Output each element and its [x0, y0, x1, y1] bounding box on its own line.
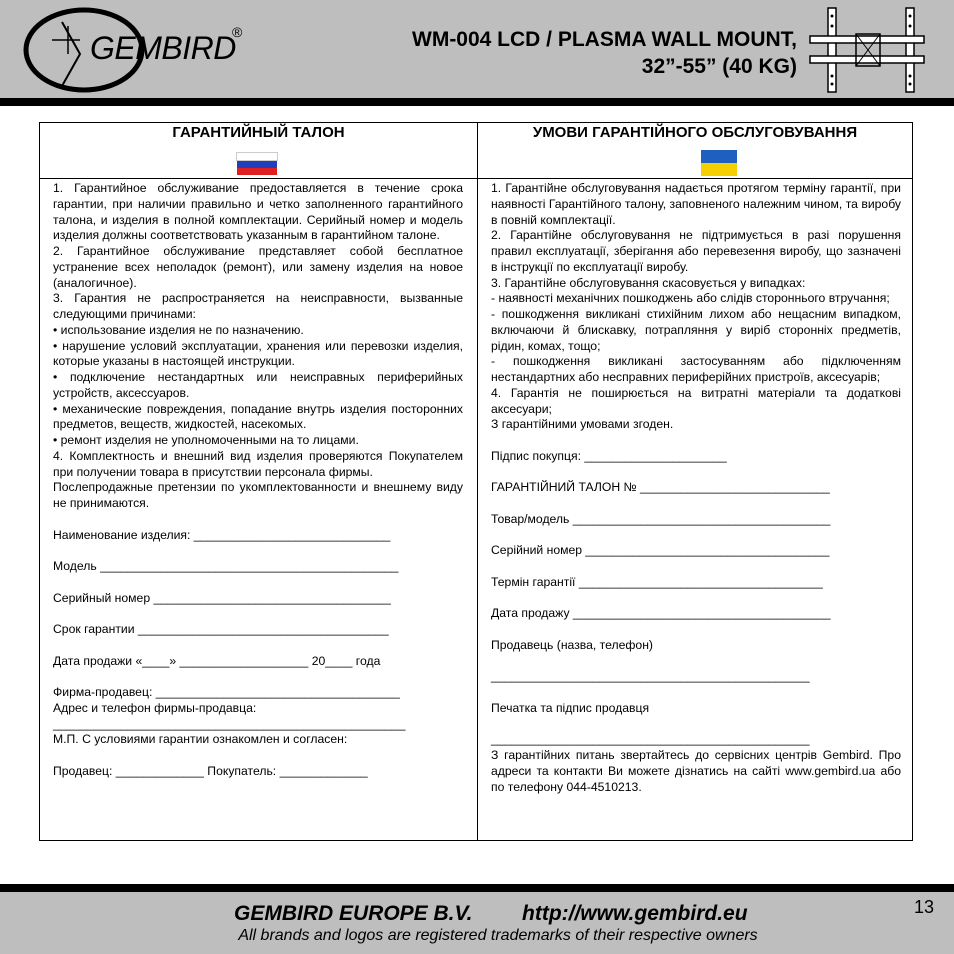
service-centers-note: З гарантійних питань звертайтесь до сервісних центрів Gembird. Про адреси та контакти Ви можете дізнатись на сайті www.gembird.ua або по телефону 044-4510213. [491, 748, 901, 794]
field-stamp-line[interactable]: _______________________________________________ [491, 732, 810, 747]
field-warranty-number[interactable]: ГАРАНТІЙНИЙ ТАЛОН № ____________________________ [491, 480, 830, 495]
field-serial-number-ua[interactable]: Серійний номер ____________________________________ [491, 543, 830, 558]
left-paragraph: Послепродажные претензии по укомплектованности и внешнему виду не принимаются. [53, 480, 463, 510]
right-paragraph: 3. Гарантійне обслуговування скасовується у випадках: [491, 275, 806, 290]
field-signatures[interactable]: Продавец: _____________ Покупатель: _____________ [53, 763, 368, 778]
field-buyer-signature[interactable]: Підпис покупця: _____________________ [491, 448, 727, 463]
footer-company: GEMBIRD EUROPE B.V. [234, 902, 473, 925]
stamp-agreement-line: М.П. С условиями гарантии ознакомлен и согласен: [53, 732, 348, 747]
left-paragraph: • механические повреждения, попадание внутрь изделия посторонних предметов, веществ, жидкостей, насекомых. [53, 401, 463, 432]
header-rule [0, 98, 954, 106]
field-seller-address-label: Адрес и телефон фирмы-продавца: [53, 700, 257, 715]
field-model[interactable]: Модель ____________________________________________ [53, 559, 399, 573]
field-warranty-term[interactable]: Термін гарантії ____________________________________ [491, 574, 823, 589]
title-line-1: WM-004 LCD / PLASMA WALL MOUNT, [412, 28, 797, 51]
column-divider [477, 123, 478, 840]
field-product-model[interactable]: Товар/модель ______________________________________ [491, 511, 831, 526]
field-seller-company[interactable]: Фирма-продавец: ____________________________________ [53, 685, 400, 699]
field-seller-address-line[interactable]: ____________________________________________________ [53, 716, 406, 731]
left-paragraph: 3. Гарантия не распространяется на неисправности, вызванные следующими причинами: [53, 291, 463, 321]
flag-stripe [237, 153, 277, 160]
flag-stripe [237, 168, 277, 175]
left-paragraph: • ремонт изделия не уполномоченными на то лицами. [53, 433, 359, 447]
right-paragraph: 4. Гарантія не поширюється на витратні матеріали та додаткові аксесуари; [491, 385, 901, 416]
right-paragraph: З гарантійними умовами згоден. [491, 417, 674, 432]
left-paragraph: 4. Комплектность и внешний вид изделия проверяются Покупателем при получении товара в присутствии персонала фирмы. [53, 448, 463, 479]
warranty-table [39, 122, 913, 841]
heading-divider [40, 178, 912, 179]
brand-name: GEMBIRD [90, 30, 236, 66]
left-column-body [53, 181, 463, 780]
field-seller-line[interactable]: _______________________________________________ [491, 669, 810, 684]
wall-mount-illustration-icon [808, 6, 926, 94]
footer-website-link[interactable]: http://www.gembird.eu [522, 902, 748, 925]
left-paragraph: • подключение нестандартных или неисправных периферийных устройств, аксессуаров. [53, 370, 463, 400]
field-sale-date[interactable]: Дата продажи «____» ___________________ 20____ года [53, 653, 381, 668]
right-paragraph: - пошкодження викликані застосуванням або підключенням нестандартних або несправних периферійних пристроїв, аксесуарів; [491, 354, 901, 384]
left-paragraph: 2. Гарантийное обслуживание представляет собой бесплатное устранение всех неполадок (ремонт), или замену изделия на новое (аналогичное). [53, 244, 463, 290]
russia-flag-icon [237, 153, 277, 175]
flag-stripe [701, 150, 737, 163]
page-number: 13 [914, 897, 935, 917]
registered-mark: ® [232, 24, 243, 40]
right-paragraph: 2. Гарантійне обслуговування не підтримується в разі порушення правил експлуатації, зберігання або перевезення виробу, що зазначені в інструкції по експлуатації виробу. [491, 228, 901, 274]
page-title [412, 26, 797, 80]
field-warranty-period[interactable]: Срок гарантии _____________________________________ [53, 622, 389, 636]
footer-trademark-note: All brands and logos are registered trademarks of their respective owners [238, 927, 758, 944]
left-paragraph: • использование изделия не по назначению. [53, 322, 304, 337]
field-stamp-label: Печатка та підпис продавця [491, 700, 650, 715]
right-column-body [491, 181, 901, 795]
right-paragraph: - пошкодження викликані стихійним лихом або нещасним випадком, включаючи й блискавку, потрапляння у виріб сторонніх предметів, рідин, комах, тощо; [491, 307, 901, 353]
left-paragraph: 1. Гарантийное обслуживание предоставляется в течение срока гарантии, при наличии правильно и четко заполненного гарантийного талона, и изделия в полной комплектации. Серийный номер и модель изделия должны соответствовать указанным в гарантийном талоне. [53, 181, 463, 243]
left-paragraph: • нарушение условий эксплуатации, хранения или перевозки изделия, которые указаны в настоящей инструкции. [53, 338, 463, 369]
right-paragraph: - наявності механічних пошкоджень або слідів стороннього втручання; [491, 291, 890, 306]
field-serial-number[interactable]: Серийный номер ___________________________________ [53, 590, 391, 605]
right-heading: УМОВИ ГАРАНТІЙНОГО ОБСЛУГОВУВАННЯ [532, 124, 858, 141]
field-sale-date-ua[interactable]: Дата продажу ______________________________________ [491, 606, 831, 621]
field-product-name[interactable]: Наименование изделия: _____________________________ [53, 527, 391, 542]
footer-rule [0, 884, 954, 892]
right-paragraph: 1. Гарантійне обслуговування надається протягом терміну гарантії, при наявності Гарантійного талону, заповненого належним чином, та виробу в повній комплектації. [491, 181, 901, 227]
flag-stripe [237, 160, 277, 167]
field-seller-label: Продавець (назва, телефон) [491, 637, 653, 652]
title-line-2: 32”-55” (40 KG) [641, 55, 797, 78]
left-heading: ГАРАНТИЙНЫЙ ТАЛОН [172, 124, 345, 141]
ukraine-flag-icon [701, 150, 737, 176]
flag-stripe [701, 163, 737, 176]
